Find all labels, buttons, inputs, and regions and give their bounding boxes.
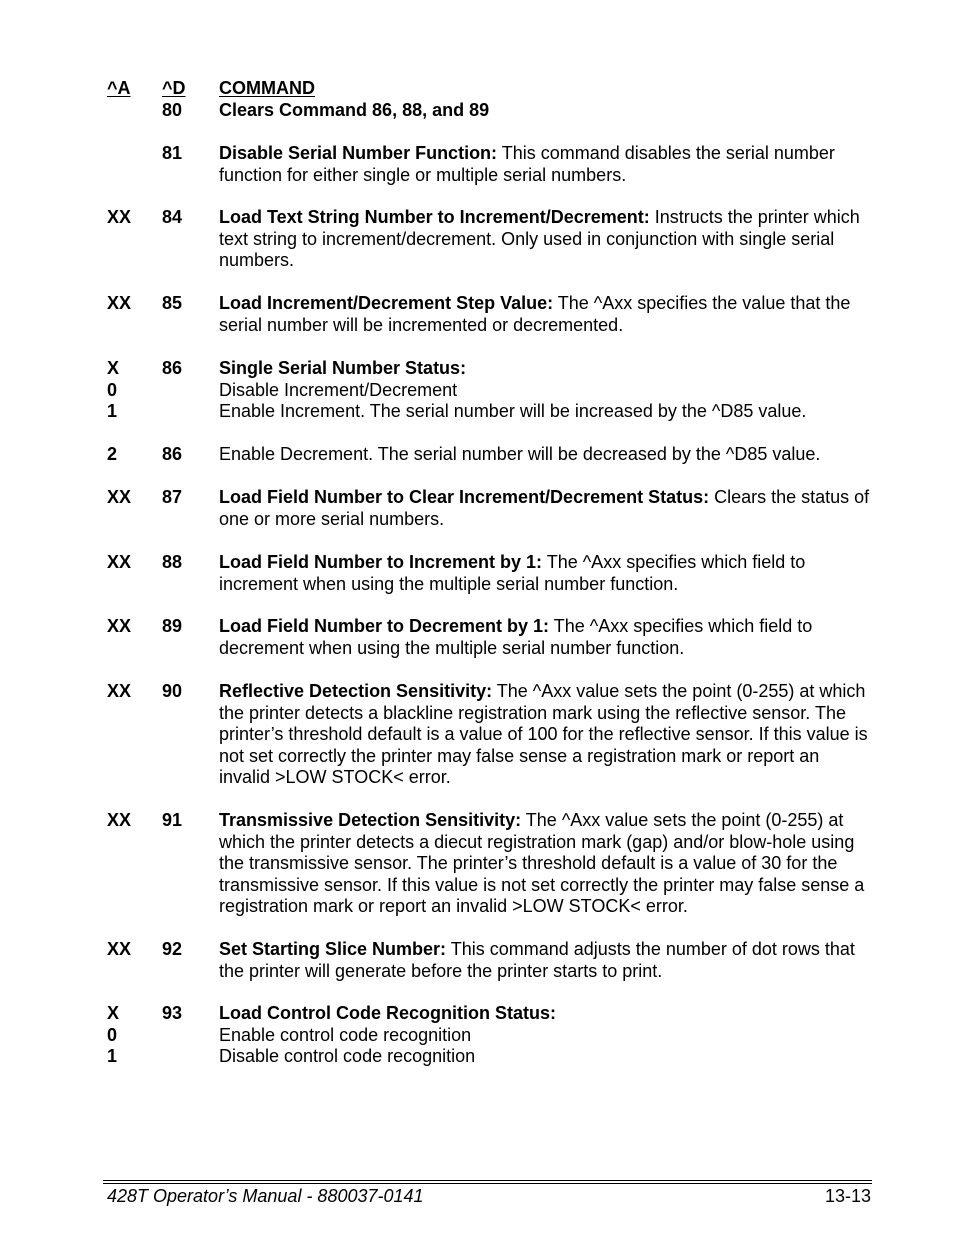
entry-d-value: 88 bbox=[162, 552, 183, 572]
entry-title: Single Serial Number Status: bbox=[219, 358, 467, 378]
entry-a-value: XX bbox=[107, 487, 132, 507]
entry-description bbox=[219, 380, 875, 402]
entry-title: Load Field Number to Increment by 1: bbox=[219, 552, 543, 572]
entry-title: Set Starting Slice Number: bbox=[219, 939, 447, 959]
entry-description bbox=[219, 293, 875, 336]
entry-d-value: 93 bbox=[162, 1003, 183, 1023]
entry-a-value: 1 bbox=[107, 1046, 118, 1066]
entry-text: Enable Increment. The serial number will be increased by the ^D85 value. bbox=[219, 401, 807, 421]
entry-description bbox=[219, 143, 875, 186]
entry-description bbox=[219, 552, 875, 595]
entry-description bbox=[219, 939, 875, 982]
entry-title: Load Control Code Recognition Status: bbox=[219, 1003, 556, 1023]
column-command-header: COMMAND bbox=[219, 78, 315, 98]
entry-text: The ^Axx specifies the value that the serial number will be incremented or decremented. bbox=[219, 293, 851, 335]
entry-description bbox=[219, 401, 875, 423]
entry-description bbox=[219, 207, 875, 272]
entry-description bbox=[219, 681, 875, 789]
entry-title: Disable Serial Number Function: bbox=[219, 143, 498, 163]
entry-title: Transmissive Detection Sensitivity: bbox=[219, 810, 522, 830]
entry-a-value: XX bbox=[107, 681, 132, 701]
entry-text: Instructs the printer which text string to increment/decrement. Only used in conjunction with single serial numbers. bbox=[219, 207, 860, 271]
footer-manual-title: 428T Operator’s Manual - 880037-0141 bbox=[107, 1186, 424, 1206]
footer-page-number: 13-13 bbox=[824, 1186, 871, 1206]
entry-title: Clears Command 86, 88, and 89 bbox=[219, 100, 490, 120]
entry-text: Enable Decrement. The serial number will be decreased by the ^D85 value. bbox=[219, 444, 821, 464]
entry-a-value: 2 bbox=[107, 444, 118, 464]
entry-d-value: 92 bbox=[162, 939, 183, 959]
entry-text: This command disables the serial number function for either single or multiple serial numbers. bbox=[219, 143, 835, 185]
entry-text: This command adjusts the number of dot rows that the printer will generate before the printer starts to print. bbox=[219, 939, 855, 981]
entry-title: Load Increment/Decrement Step Value: bbox=[219, 293, 554, 313]
entry-description bbox=[219, 1003, 875, 1025]
entry-title: Load Field Number to Decrement by 1: bbox=[219, 616, 550, 636]
entry-a-value: XX bbox=[107, 207, 132, 227]
entry-a-value: XX bbox=[107, 552, 132, 572]
entry-description bbox=[219, 616, 875, 659]
entry-d-value: 85 bbox=[162, 293, 183, 313]
footer-rule bbox=[103, 1183, 872, 1184]
entry-text: The ^Axx specifies which field to increment when using the multiple serial number function. bbox=[219, 552, 806, 594]
entry-d-value: 86 bbox=[162, 358, 183, 378]
entry-d-value: 91 bbox=[162, 810, 183, 830]
entry-text: Enable control code recognition bbox=[219, 1025, 472, 1045]
entry-d-value: 84 bbox=[162, 207, 183, 227]
entry-description bbox=[219, 487, 875, 530]
entry-text: The ^Axx value sets the point (0-255) at which the printer detects a diecut registration mark (gap) and/or blow-hole using the transmissive sensor. The printer’s threshold default is a value of 30 for the transmissive sensor. If this value is not set correctly the printer may false sense a registration mark or report an invalid >LOW STOCK< error. bbox=[219, 810, 865, 917]
column-d-header: ^D bbox=[162, 78, 186, 98]
entry-description bbox=[219, 1025, 875, 1047]
entry-text: The ^Axx value sets the point (0-255) at which the printer detects a blackline registration mark using the reflective sensor. The printer’s threshold default is a value of 100 for the reflective sensor. If this value is not set correctly the printer may false sense a registration mark or report an invalid >LOW STOCK< error. bbox=[219, 681, 868, 788]
entry-a-value: X bbox=[107, 358, 120, 378]
entry-description bbox=[219, 358, 875, 380]
entry-description bbox=[219, 444, 875, 466]
entry-d-value: 81 bbox=[162, 143, 183, 163]
entry-a-value: X bbox=[107, 1003, 120, 1023]
entry-a-value: XX bbox=[107, 616, 132, 636]
entry-a-value: XX bbox=[107, 939, 132, 959]
entry-description bbox=[219, 1046, 875, 1068]
entry-title: Reflective Detection Sensitivity: bbox=[219, 681, 493, 701]
entry-d-value: 86 bbox=[162, 444, 183, 464]
entry-text: Clears the status of one or more serial numbers. bbox=[219, 487, 870, 529]
column-a-header: ^A bbox=[107, 78, 131, 98]
entry-a-value: 1 bbox=[107, 401, 118, 421]
entry-a-value: XX bbox=[107, 293, 132, 313]
entry-description bbox=[219, 810, 875, 918]
entry-a-value: 0 bbox=[107, 1025, 118, 1045]
footer-rule bbox=[103, 1180, 872, 1181]
entry-title: Load Text String Number to Increment/Decrement: bbox=[219, 207, 650, 227]
entry-title: Load Field Number to Clear Increment/Decrement Status: bbox=[219, 487, 710, 507]
entry-d-value: 90 bbox=[162, 681, 183, 701]
column-header bbox=[0, 78, 954, 100]
entry-a-value: XX bbox=[107, 810, 132, 830]
entry-a-value: 0 bbox=[107, 380, 118, 400]
entry-description bbox=[219, 100, 875, 122]
entry-d-value: 80 bbox=[162, 100, 183, 120]
entry-text: The ^Axx specifies which field to decrement when using the multiple serial number function. bbox=[219, 616, 813, 658]
entry-d-value: 89 bbox=[162, 616, 183, 636]
entry-text: Disable control code recognition bbox=[219, 1046, 476, 1066]
entry-text: Disable Increment/Decrement bbox=[219, 380, 458, 400]
entry-d-value: 87 bbox=[162, 487, 183, 507]
